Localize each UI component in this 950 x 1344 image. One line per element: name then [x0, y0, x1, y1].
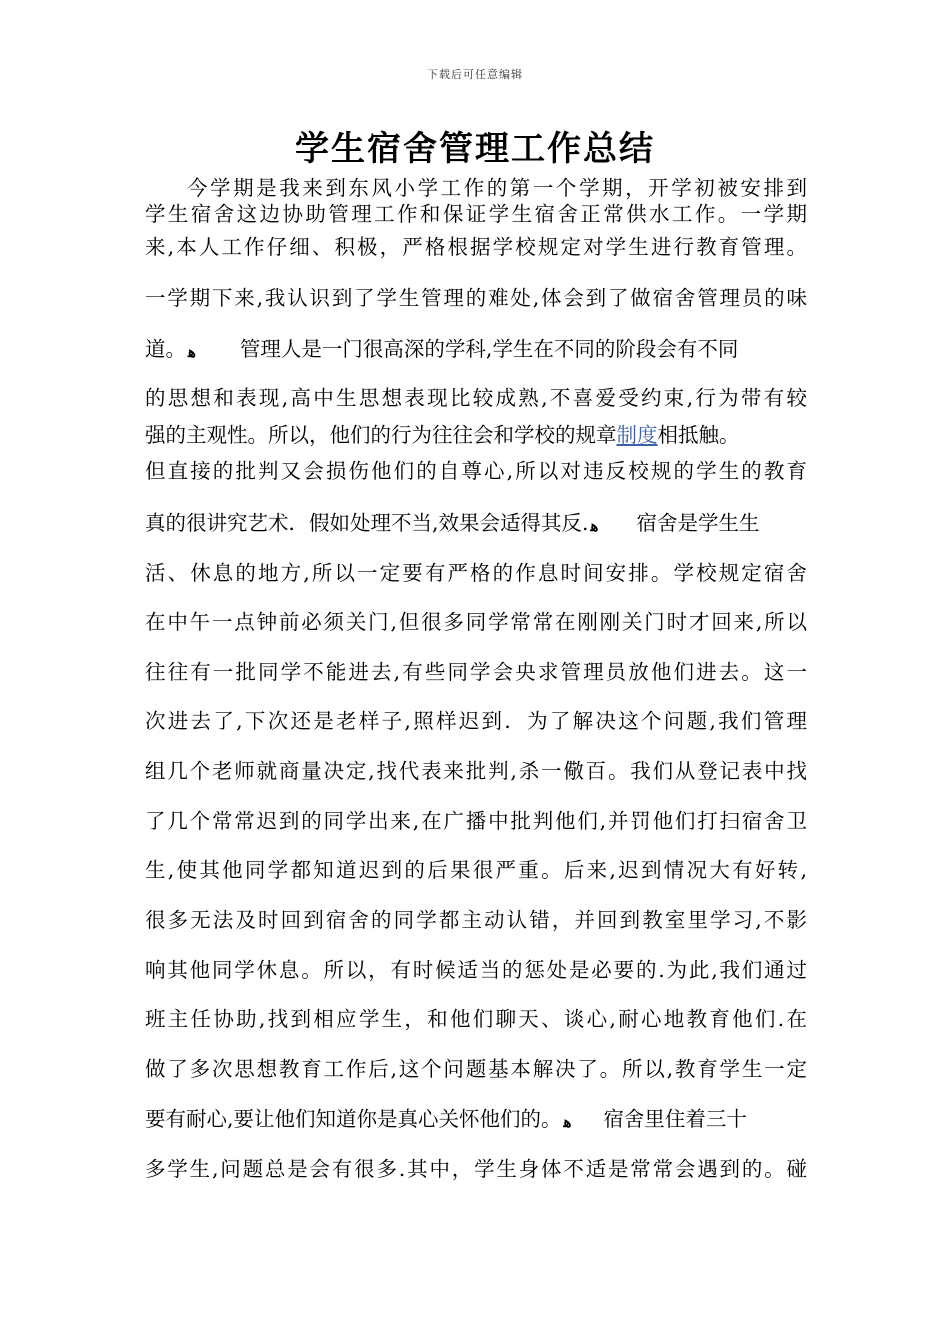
paragraph-mark-icon: ﻫ — [563, 1113, 572, 1131]
text-line: 生,使其他同学都知道迟到的后果很严重。后来,迟到情况大有好转, — [145, 858, 807, 882]
paragraph-mark-icon: ﻫ — [590, 517, 599, 535]
text-line: 在中午一点钟前必须关门,但很多同学常常在刚刚关门时才回来,所以 — [145, 610, 807, 634]
text-line — [145, 419, 807, 451]
text-line: 班主任协助,找到相应学生，和他们聊天、谈心,耐心地教育他们.在 — [145, 1007, 807, 1031]
text-fragment: 道。 — [145, 337, 186, 361]
text-fragment: 宿舍是学生生 — [636, 511, 760, 535]
text-fragment: 管理人是一门很高深的学科,学生在不同的阶段会有不同 — [239, 337, 739, 361]
text-line: 了几个常常迟到的同学出来,在广播中批判他们,并罚他们打扫宿舍卫 — [145, 809, 807, 833]
text-line: 来,本人工作仔细、积极，严格根据学校规定对学生进行教育管理。 — [145, 235, 807, 259]
link-zhidu[interactable]: 制度 — [616, 423, 658, 447]
text-line: 做了多次思想教育工作后,这个问题基本解决了。所以,教育学生一定 — [145, 1057, 807, 1081]
text-line: 次进去了,下次还是老样子,照样迟到．为了解决这个问题,我们管理 — [145, 709, 807, 733]
text-line: 多学生,问题总是会有很多.其中，学生身体不适是常常会遇到的。碰 — [145, 1157, 807, 1181]
text-fragment: 真的很讲究艺术．假如处理不当,效果会适得其反. — [145, 511, 589, 535]
text-fragment: 强的主观性。所以，他们的行为往往会和学校的规章 — [145, 423, 617, 447]
text-line: 一学期下来,我认识到了学生管理的难处,体会到了做宿舍管理员的味 — [145, 286, 807, 310]
text-line: 活、休息的地方,所以一定要有严格的作息时间安排。学校规定宿舍 — [145, 561, 807, 585]
text-line — [145, 507, 807, 539]
text-line: 的思想和表现,高中生思想表现比较成熟,不喜爱受约束,行为带有较 — [145, 386, 807, 410]
text-line: 学生宿舍这边协助管理工作和保证学生宿舍正常供水工作。一学期 — [145, 202, 807, 226]
text-line — [145, 1103, 807, 1135]
text-line — [145, 333, 807, 365]
text-line: 很多无法及时回到宿舍的同学都主动认错，并回到教室里学习,不影 — [145, 908, 807, 932]
header-note: 下载后可任意编辑 — [427, 68, 523, 81]
text-line: 今学期是我来到东风小学工作的第一个学期，开学初被安排到 — [187, 176, 807, 200]
text-line: 组几个老师就商量决定,找代表来批判,杀一儆百。我们从登记表中找 — [145, 759, 807, 783]
document-title: 学生宿舍管理工作总结 — [295, 129, 655, 169]
paragraph-mark-icon: ﻫ — [188, 343, 196, 361]
text-line: 响其他同学休息。所以，有时候适当的惩处是必要的.为此,我们通过 — [145, 958, 807, 982]
text-line: 但直接的批判又会损伤他们的自尊心,所以对违反校规的学生的教育 — [145, 459, 807, 483]
text-fragment: 宿舍里住着三十 — [603, 1107, 747, 1131]
text-fragment: 相抵触。 — [657, 423, 740, 447]
text-fragment: 要有耐心,要让他们知道你是真心关怀他们的。 — [145, 1107, 562, 1131]
text-line: 往往有一批同学不能进去,有些同学会央求管理员放他们进去。这一 — [145, 660, 807, 684]
